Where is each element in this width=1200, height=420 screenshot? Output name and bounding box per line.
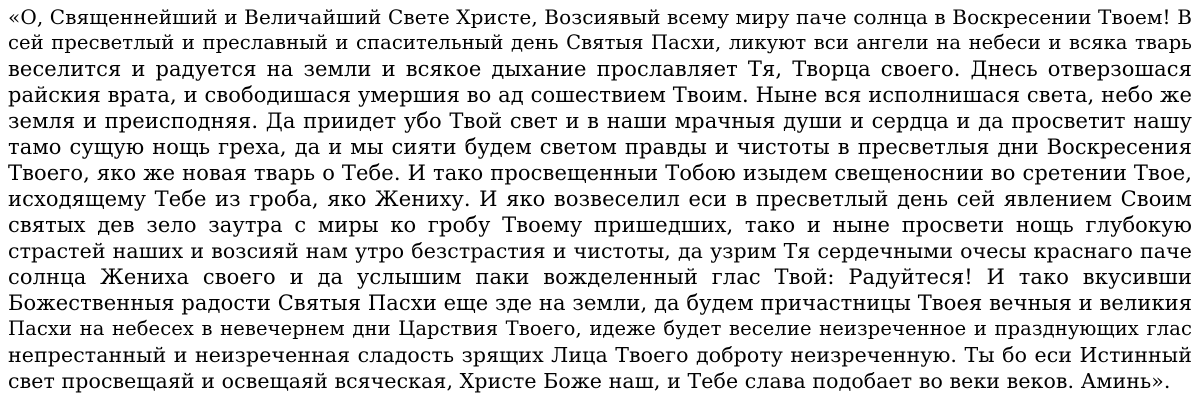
text-line: Пасхи на небесех в невечернем дни Царствия Твоего, идеже будет веселие неизреченное и празднующих глас — [8, 317, 1192, 340]
text-line: Твоего, яко же новая тварь о Тебе. И тако просвещенныи Тобою изыдем свещеноснии во сретении Твое, — [8, 161, 1192, 185]
text-line: свет просвещаяй и освещаяй всяческая, Христе Боже наш, и Тебе слава подобает во веки веков. Аминь». — [8, 369, 1171, 393]
text-line: Божественныя радости Святыя Пасхи еще зде на земли, да будем причастницы Твоея вечныя и великия — [8, 291, 1192, 315]
text-line: святых дев зело заутра с миры ко гробу Твоему пришедших, тако и ныне просвети нощь глубокую — [8, 213, 1192, 237]
text-line: непрестанный и неизреченная сладость зрящих Лица Твоего доброту неизреченную. Ты бо еси Истинный — [8, 343, 1192, 367]
text-line: солнца Жениха своего и да услышим паки вожделенный глас Твой: Радуйтеся! И тако вкусивши — [8, 265, 1192, 289]
text-line: страстей наших и возсияй нам утро безстрастия и чистоты, да узрим Тя сердечными очесы краснаго паче — [8, 239, 1192, 263]
text-line: тамо сущую нощь греха, да и мы сияти будем светом правды и чистоты в пресветлыя дни Воскресения — [8, 135, 1192, 159]
text-line: земля и преисподняя. Да приидет убо Твой свет и в наши мрачныя души и сердца и да просветит нашу — [8, 109, 1192, 133]
text-line: райския врата, и свободишася умершия во ад сошествием Твоим. Ныне вся исполнишася света, небо же — [8, 83, 1192, 107]
text-line: «О, Священнейший и Величайший Свете Христе, Возсиявый всему миру паче солнца в Воскресении Твоем! В — [8, 5, 1192, 29]
text-line: сей пресветлый и преславный и спасительный день Святыя Пасхи, ликуют вси ангели на небеси и всяка тварь — [8, 31, 1192, 54]
text-line: веселится и радуется на земли и всякое дыхание прославляет Тя, Творца своего. Днесь отверзошася — [8, 57, 1192, 81]
prayer-text — [8, 4, 1192, 394]
text-line: исходящему Тебе из гроба, яко Жениху. И яко возвеселил еси в пресветлый день сей явлением Своим — [8, 187, 1192, 211]
